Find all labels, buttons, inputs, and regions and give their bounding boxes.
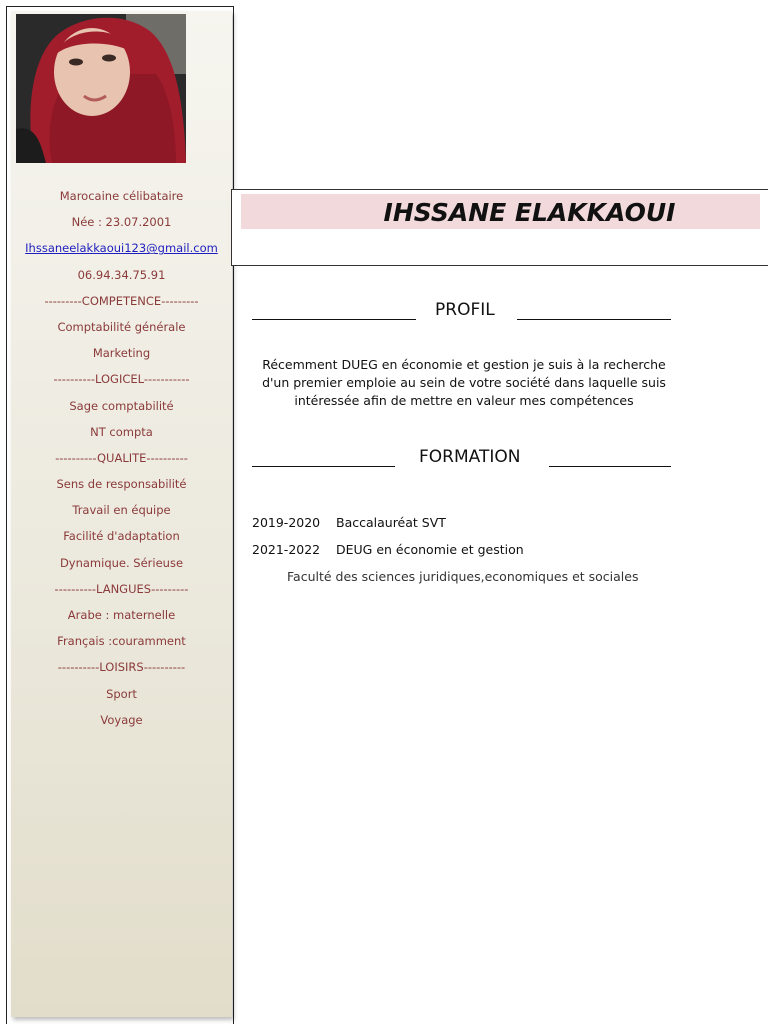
language-item: Arabe : maternelle — [67, 608, 176, 622]
hobby-item: Sport — [106, 686, 137, 701]
birth-date: Née : 23.07.2001 — [71, 215, 172, 230]
heading-rule — [252, 466, 395, 467]
formation-degree: Baccalauréat SVT — [336, 515, 446, 530]
formation-entry — [252, 515, 446, 530]
formation-entry — [252, 542, 524, 557]
skill-item: Marketing — [92, 346, 151, 361]
phone-number: 06.94.34.75.91 — [77, 267, 166, 282]
nationality-status: Marocaine célibataire — [59, 189, 184, 203]
hobby-item: Voyage — [100, 712, 143, 727]
profil-title: PROFIL — [435, 300, 495, 320]
heading-rule — [252, 319, 416, 320]
profile-summary: Récemment DUEG en économie et gestion je suis à la recherche d'un premier emploie au sein de votre société dans laquelle suis intéressée afin de mettre en valeur mes compétences — [262, 357, 666, 408]
section-heading-qualite: ----------QUALITE---------- — [55, 450, 188, 465]
name-box — [231, 189, 768, 266]
language-item: Français :couramment — [57, 634, 186, 649]
section-heading-logiciel: ----------LOGICEL----------- — [53, 372, 190, 387]
email-link[interactable]: Ihssaneelakkaoui123@gmail.com — [25, 241, 218, 256]
section-heading-langues: ----------LANGUES--------- — [54, 581, 189, 596]
skill-item: Comptabilité générale — [57, 319, 186, 334]
software-item: Sage comptabilité — [69, 398, 174, 413]
formation-heading — [252, 447, 672, 471]
quality-item: Facilité d'adaptation — [63, 529, 180, 544]
quality-item: Travail en équipe — [72, 503, 171, 518]
formation-year: 2021-2022 — [252, 542, 321, 557]
software-item: NT compta — [90, 424, 153, 439]
profil-heading — [252, 300, 672, 324]
quality-item: Dynamique. Sérieuse — [59, 555, 184, 570]
heading-rule — [549, 466, 671, 467]
formation-year: 2019-2020 — [252, 515, 321, 530]
candidate-name: IHSSANE ELAKKAOUI — [383, 198, 676, 227]
section-heading-loisirs: ----------LOISIRS---------- — [57, 660, 186, 675]
profile-photo — [16, 14, 186, 163]
name-band — [241, 194, 760, 229]
formation-institution: Faculté des sciences juridiques,economiques et sociales — [287, 569, 639, 584]
sidebar-info-list — [11, 183, 232, 733]
heading-rule — [517, 319, 671, 320]
email-item — [11, 235, 232, 261]
section-heading-competence: ---------COMPETENCE--------- — [44, 293, 199, 308]
formation-degree: DEUG en économie et gestion — [336, 542, 524, 557]
sidebar-frame — [6, 6, 234, 1024]
quality-item: Sens de responsabilité — [56, 477, 187, 492]
formation-title: FORMATION — [419, 447, 521, 467]
sidebar-panel — [11, 11, 232, 1017]
